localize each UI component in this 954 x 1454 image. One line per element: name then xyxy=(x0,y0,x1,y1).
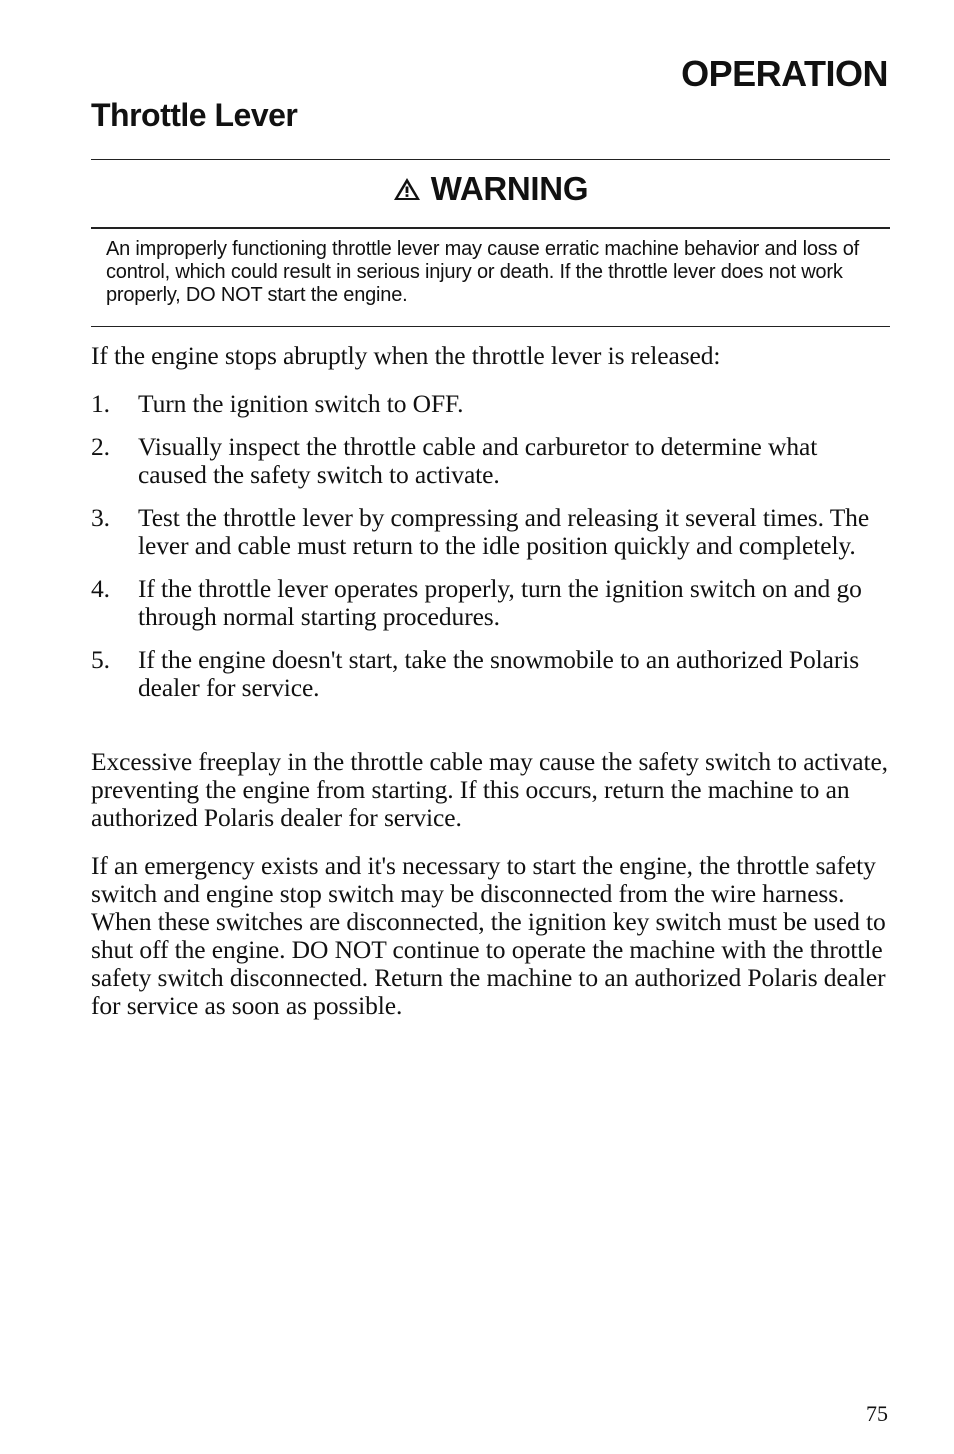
step-text: If the engine doesn't start, take the snowmobile to an authorized Polaris dealer for service. xyxy=(138,645,860,702)
divider-bottom xyxy=(91,326,890,327)
list-item xyxy=(91,646,891,702)
emergency-paragraph: If an emergency exists and it's necessary to start the engine, the throttle safety switch and engine stop switch may be disconnected from the wire harness. When these switches are disconnected, the ignition key switch must be used to shut off the engine. DO NOT continue to operate the machine with the throttle safety switch disconnected. Return the machine to an authorized Polaris dealer for service as soon as possible. xyxy=(91,851,886,1020)
section-title: OPERATION xyxy=(681,53,888,94)
step-number: 2. xyxy=(91,432,110,461)
divider-top xyxy=(91,159,890,160)
divider-warning xyxy=(91,227,890,229)
list-item xyxy=(91,433,891,489)
page-number: 75 xyxy=(866,1401,888,1426)
step-number: 4. xyxy=(91,574,110,603)
procedure-steps xyxy=(91,390,891,717)
freeplay-paragraph: Excessive freeplay in the throttle cable may cause the safety switch to activate, preventing the engine from starting. If this occurs, return the machine to an authorized Polaris dealer for service. xyxy=(91,747,888,832)
step-number: 1. xyxy=(91,389,110,418)
intro-text: If the engine stops abruptly when the throttle lever is released: xyxy=(91,341,721,370)
list-item xyxy=(91,390,891,418)
warning-triangle-icon xyxy=(393,177,421,201)
step-text: Turn the ignition switch to OFF. xyxy=(138,389,464,418)
list-item xyxy=(91,504,891,560)
step-number: 5. xyxy=(91,645,110,674)
warning-text: An improperly functioning throttle lever may cause erratic machine behavior and loss of control, which could result in serious injury or death. If the throttle lever does not work properly, DO NOT start the engine. xyxy=(106,238,859,306)
warning-label: WARNING xyxy=(430,170,589,207)
page-heading: Throttle Lever xyxy=(91,97,298,133)
step-text: If the throttle lever operates properly, turn the ignition switch on and go through normal starting procedures. xyxy=(138,574,862,631)
step-text: Visually inspect the throttle cable and carburetor to determine what caused the safety switch to activate. xyxy=(138,432,818,489)
warning-header xyxy=(91,166,890,212)
step-number: 3. xyxy=(91,503,110,532)
list-item xyxy=(91,575,891,631)
step-text: Test the throttle lever by compressing and releasing it several times. The lever and cable must return to the idle position quickly and completely. xyxy=(138,503,870,560)
